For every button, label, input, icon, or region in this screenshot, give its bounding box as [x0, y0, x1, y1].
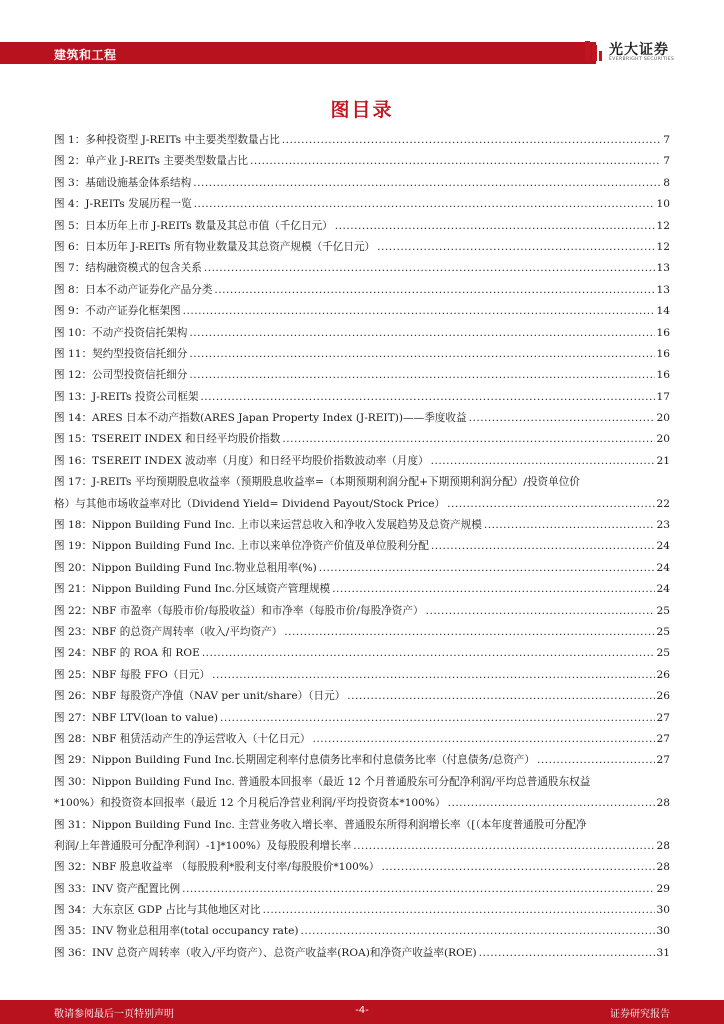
toc-entry-title: 图 28：NBF 租赁活动产生的净运营收入（十亿日元） — [54, 732, 311, 745]
toc-leader-dots — [335, 216, 655, 237]
toc-leader-dots — [200, 387, 654, 408]
toc-entry-continuation[interactable] — [54, 836, 670, 857]
toc-leader-dots — [448, 793, 655, 814]
toc-entry[interactable] — [54, 130, 670, 151]
toc-leader-dots — [313, 729, 655, 750]
toc-page-number: 25 — [656, 604, 670, 617]
toc-page-number: 20 — [656, 412, 670, 425]
page-footer — [0, 1000, 724, 1024]
toc-entry[interactable] — [54, 815, 670, 836]
toc-leader-dots — [193, 173, 661, 194]
toc-entry-title: 图 8：日本不动产证券化产品分类 — [54, 283, 213, 296]
toc-leader-dots — [353, 836, 654, 857]
toc-entry[interactable] — [54, 280, 670, 301]
toc-leader-dots — [282, 429, 654, 450]
toc-leader-dots — [469, 408, 655, 429]
footer-report-type: 证券研究报告 — [610, 1009, 670, 1020]
toc-entry[interactable] — [54, 665, 670, 686]
toc-entry[interactable] — [54, 429, 670, 450]
toc-leader-dots — [284, 622, 654, 643]
toc-entry-title: 图 15：TSEREIT INDEX 和日经平均股价指数 — [54, 433, 281, 446]
toc-leader-dots — [212, 665, 654, 686]
toc-entry[interactable] — [54, 536, 670, 557]
toc-page-number: 29 — [656, 882, 670, 895]
toc-entry-title: 图 35：INV 物业总租用率(total occupancy rate) — [54, 925, 299, 938]
toc-entry-title: 图 19：Nippon Building Fund Inc. 上市以来单位净资产价值及单位股利分配 — [54, 540, 429, 553]
toc-leader-dots — [202, 643, 655, 664]
toc-entry[interactable] — [54, 601, 670, 622]
toc-entry[interactable] — [54, 216, 670, 237]
toc-page-number: 21 — [656, 454, 670, 467]
toc-page-number: 16 — [656, 347, 670, 360]
toc-entry-title: 图 13：J-REITs 投资公司框架 — [54, 390, 199, 403]
toc-leader-dots — [382, 857, 655, 878]
toc-entry-title: 图 5：日本历年上市 J-REITs 数量及其总市值（千亿日元） — [54, 219, 333, 232]
toc-entry-title: 图 26：NBF 每股资产净值（NAV per unit/share）（日元） — [54, 690, 346, 703]
toc-entry[interactable] — [54, 686, 670, 707]
logo-subtitle: EVERBRIGHT SECURITIES — [609, 57, 675, 62]
toc-entry-title: 图 6：日本历年 J-REITs 所有物业数量及其总资产规模（千亿日元） — [54, 240, 376, 253]
toc-leader-dots — [431, 536, 655, 557]
toc-leader-dots — [332, 579, 654, 600]
toc-leader-dots — [300, 921, 654, 942]
toc-entry[interactable] — [54, 194, 670, 215]
toc-page-number: 28 — [656, 797, 670, 810]
toc-leader-dots — [183, 301, 655, 322]
toc-leader-dots — [484, 515, 655, 536]
toc-page-number: 24 — [656, 583, 670, 596]
logo-mark-icon — [583, 39, 603, 63]
toc-entry[interactable] — [54, 237, 670, 258]
toc-entry-title: 图 12：公司型投资信托细分 — [54, 369, 188, 382]
toc-entry-title-cont: 利润/上年普通股可分配净利润）-1]*100%）及每股股利增长率 — [54, 839, 352, 852]
toc-leader-dots — [263, 900, 655, 921]
toc-entry-title: 图 16：TSEREIT INDEX 波动率（月度）和日经平均股价指数波动率（月度） — [54, 454, 429, 467]
toc-entry[interactable] — [54, 900, 670, 921]
toc-leader-dots — [537, 750, 655, 771]
toc-page-number: 30 — [656, 904, 670, 917]
toc-leader-dots — [189, 344, 654, 365]
toc-leader-dots — [319, 558, 655, 579]
toc-entry-title: 图 23：NBF 的总资产周转率（收入/平均资产） — [54, 625, 283, 638]
toc-page-number: 23 — [656, 519, 670, 532]
toc-leader-dots — [189, 365, 654, 386]
toc-entry-title: 图 9：不动产证券化框架图 — [54, 305, 181, 318]
toc-leader-dots — [189, 323, 654, 344]
toc-leader-dots — [194, 194, 655, 215]
toc-entry[interactable] — [54, 729, 670, 750]
toc-page-number: 14 — [656, 305, 670, 318]
toc-entry-title: 图 33：INV 资产配置比例 — [54, 882, 181, 895]
toc-page-number: 27 — [656, 732, 670, 745]
toc-entry[interactable] — [54, 408, 670, 429]
toc-entry[interactable] — [54, 622, 670, 643]
toc-page-number: 13 — [656, 283, 670, 296]
toc-entry[interactable] — [54, 708, 670, 729]
toc-page-number: 7 — [663, 134, 670, 146]
toc-entry-title-cont: 格）与其他市场收益率对比（Dividend Yield= Dividend Payout/Stock Price） — [54, 497, 446, 510]
toc-entry-title: 图 30：Nippon Building Fund Inc. 普通股本回报率（最近 12 个月普通股东可分配净利润/平均总普通股东权益 — [54, 775, 591, 788]
toc-entry-title: 图 2：单产业 J-REITs 主要类型数量占比 — [54, 155, 249, 168]
toc-entry[interactable] — [54, 558, 670, 579]
toc-leader-dots — [282, 130, 661, 151]
toc-entry[interactable] — [54, 387, 670, 408]
toc-leader-dots — [214, 280, 654, 301]
toc-page-number: 26 — [656, 690, 670, 703]
page-title: 图目录 — [330, 99, 394, 121]
toc-entry[interactable] — [54, 579, 670, 600]
toc-leader-dots — [347, 686, 654, 707]
toc-page-number: 27 — [656, 754, 670, 767]
toc-entry[interactable] — [54, 344, 670, 365]
toc-page-number: 25 — [656, 647, 670, 660]
toc-page-number: 13 — [656, 262, 670, 275]
header-sector-label: 建筑和工程 — [54, 48, 117, 62]
toc-entry-title: 图 25：NBF 每股 FFO（日元） — [54, 668, 211, 681]
logo-text: 光大证券 — [609, 42, 669, 58]
toc-page-number: 27 — [656, 711, 670, 724]
toc-entry[interactable] — [54, 772, 670, 793]
toc-page-number: 8 — [663, 176, 670, 189]
toc-entry-title: 图 36：INV 总资产周转率（收入/平均资产）、总资产收益率(ROA)和净资产收益率(ROE) — [54, 946, 477, 959]
toc-page-number: 10 — [656, 198, 670, 211]
toc-page-number: 7 — [663, 155, 670, 168]
toc-leader-dots — [479, 943, 655, 964]
toc-leader-dots — [250, 151, 661, 172]
toc-entry-title: 图 10：不动产投资信托架构 — [54, 326, 188, 339]
toc-entry-title: 图 34：大东京区 GDP 占比与其他地区对比 — [54, 904, 261, 917]
toc-entry-title: 图 21：Nippon Building Fund Inc.分区域资产管理规模 — [54, 583, 331, 596]
toc-page-number: 16 — [656, 369, 670, 382]
toc-entry[interactable] — [54, 943, 670, 964]
toc-leader-dots — [204, 258, 655, 279]
toc-leader-dots — [431, 451, 655, 472]
toc-page-number: 26 — [656, 668, 670, 681]
toc-page-number: 25 — [656, 625, 670, 638]
toc-page-number: 22 — [656, 497, 670, 510]
toc-page-number: 30 — [656, 925, 670, 938]
toc-entry-title: 图 29：Nippon Building Fund Inc.长期固定利率付息债务比率和付息债务比率（付息债务/总资产） — [54, 754, 535, 767]
toc-page-number: 17 — [656, 390, 670, 403]
toc-entry[interactable] — [54, 879, 670, 900]
toc-entry[interactable] — [54, 258, 670, 279]
toc-leader-dots — [447, 494, 654, 515]
toc-leader-dots — [220, 708, 654, 729]
toc-entry[interactable] — [54, 365, 670, 386]
table-of-figures — [54, 130, 670, 964]
toc-page-number: 31 — [656, 946, 670, 959]
toc-entry-title: 图 11：契约型投资信托细分 — [54, 347, 188, 360]
toc-page-number: 12 — [656, 219, 670, 232]
toc-leader-dots — [426, 601, 655, 622]
footer-disclaimer: 敬请参阅最后一页特别声明 — [54, 1009, 174, 1020]
toc-entry[interactable] — [54, 750, 670, 771]
toc-entry-title: 图 20：Nippon Building Fund Inc.物业总租用率(%) — [54, 561, 317, 574]
toc-entry[interactable] — [54, 472, 670, 493]
toc-page-number: 24 — [656, 540, 670, 553]
toc-entry[interactable] — [54, 173, 670, 194]
toc-leader-dots — [182, 879, 654, 900]
toc-entry-title: 图 4：J-REITs 发展历程一览 — [54, 198, 192, 211]
toc-entry-title: 图 32：NBF 股息收益率 （每股股利*股利支付率/每股股价*100%） — [54, 861, 380, 874]
toc-entry[interactable] — [54, 323, 670, 344]
toc-entry[interactable] — [54, 301, 670, 322]
toc-entry-title: 图 24：NBF 的 ROA 和 ROE — [54, 647, 200, 660]
toc-entry[interactable] — [54, 151, 670, 172]
toc-entry[interactable] — [54, 921, 670, 942]
toc-entry-title: 图 1：多种投资型 J-REITs 中主要类型数量占比 — [54, 134, 280, 146]
toc-entry[interactable] — [54, 451, 670, 472]
toc-entry-title: 图 14：ARES 日本不动产指数(ARES Japan Property Index (J-REIT))——季度收益 — [54, 412, 467, 425]
toc-entry[interactable] — [54, 515, 670, 536]
page-header — [0, 0, 724, 70]
toc-entry-continuation[interactable] — [54, 494, 670, 515]
toc-entry-title: 图 17：J-REITs 平均预期股息收益率（预期股息收益率=（本期预期利润分配+下期预期利润分配）/投资单位价 — [54, 476, 580, 489]
toc-page-number: 16 — [656, 326, 670, 339]
toc-page-number: 28 — [656, 839, 670, 852]
toc-entry-title-cont: *100%）和投资资本回报率（最近 12 个月税后净营业利润/平均投资资本*100%） — [54, 797, 446, 810]
toc-entry-title: 图 7：结构融资模式的包含关系 — [54, 262, 202, 275]
toc-entry-title: 图 27：NBF LTV(loan to value) — [54, 711, 219, 724]
toc-page-number: 24 — [656, 561, 670, 574]
toc-entry-continuation[interactable] — [54, 793, 670, 814]
footer-page-number: -4- — [355, 1005, 369, 1016]
toc-page-number: 28 — [656, 861, 670, 874]
toc-entry-title: 图 3：基础设施基金体系结构 — [54, 176, 192, 189]
toc-entry[interactable] — [54, 857, 670, 878]
toc-entry-title: 图 31：Nippon Building Fund Inc. 主营业务收入增长率、普通股东所得利润增长率（[（本年度普通股可分配净 — [54, 818, 587, 831]
toc-entry-title: 图 18：Nippon Building Fund Inc. 上市以来运营总收入和净收入发展趋势及总资产规模 — [54, 519, 482, 532]
toc-leader-dots — [377, 237, 654, 258]
toc-page-number: 12 — [656, 240, 670, 253]
company-logo — [583, 37, 703, 67]
toc-entry-title: 图 22：NBF 市盈率（每股市价/每股收益）和市净率（每股市价/每股净资产） — [54, 604, 424, 617]
toc-page-number: 20 — [656, 433, 670, 446]
toc-entry[interactable] — [54, 643, 670, 664]
